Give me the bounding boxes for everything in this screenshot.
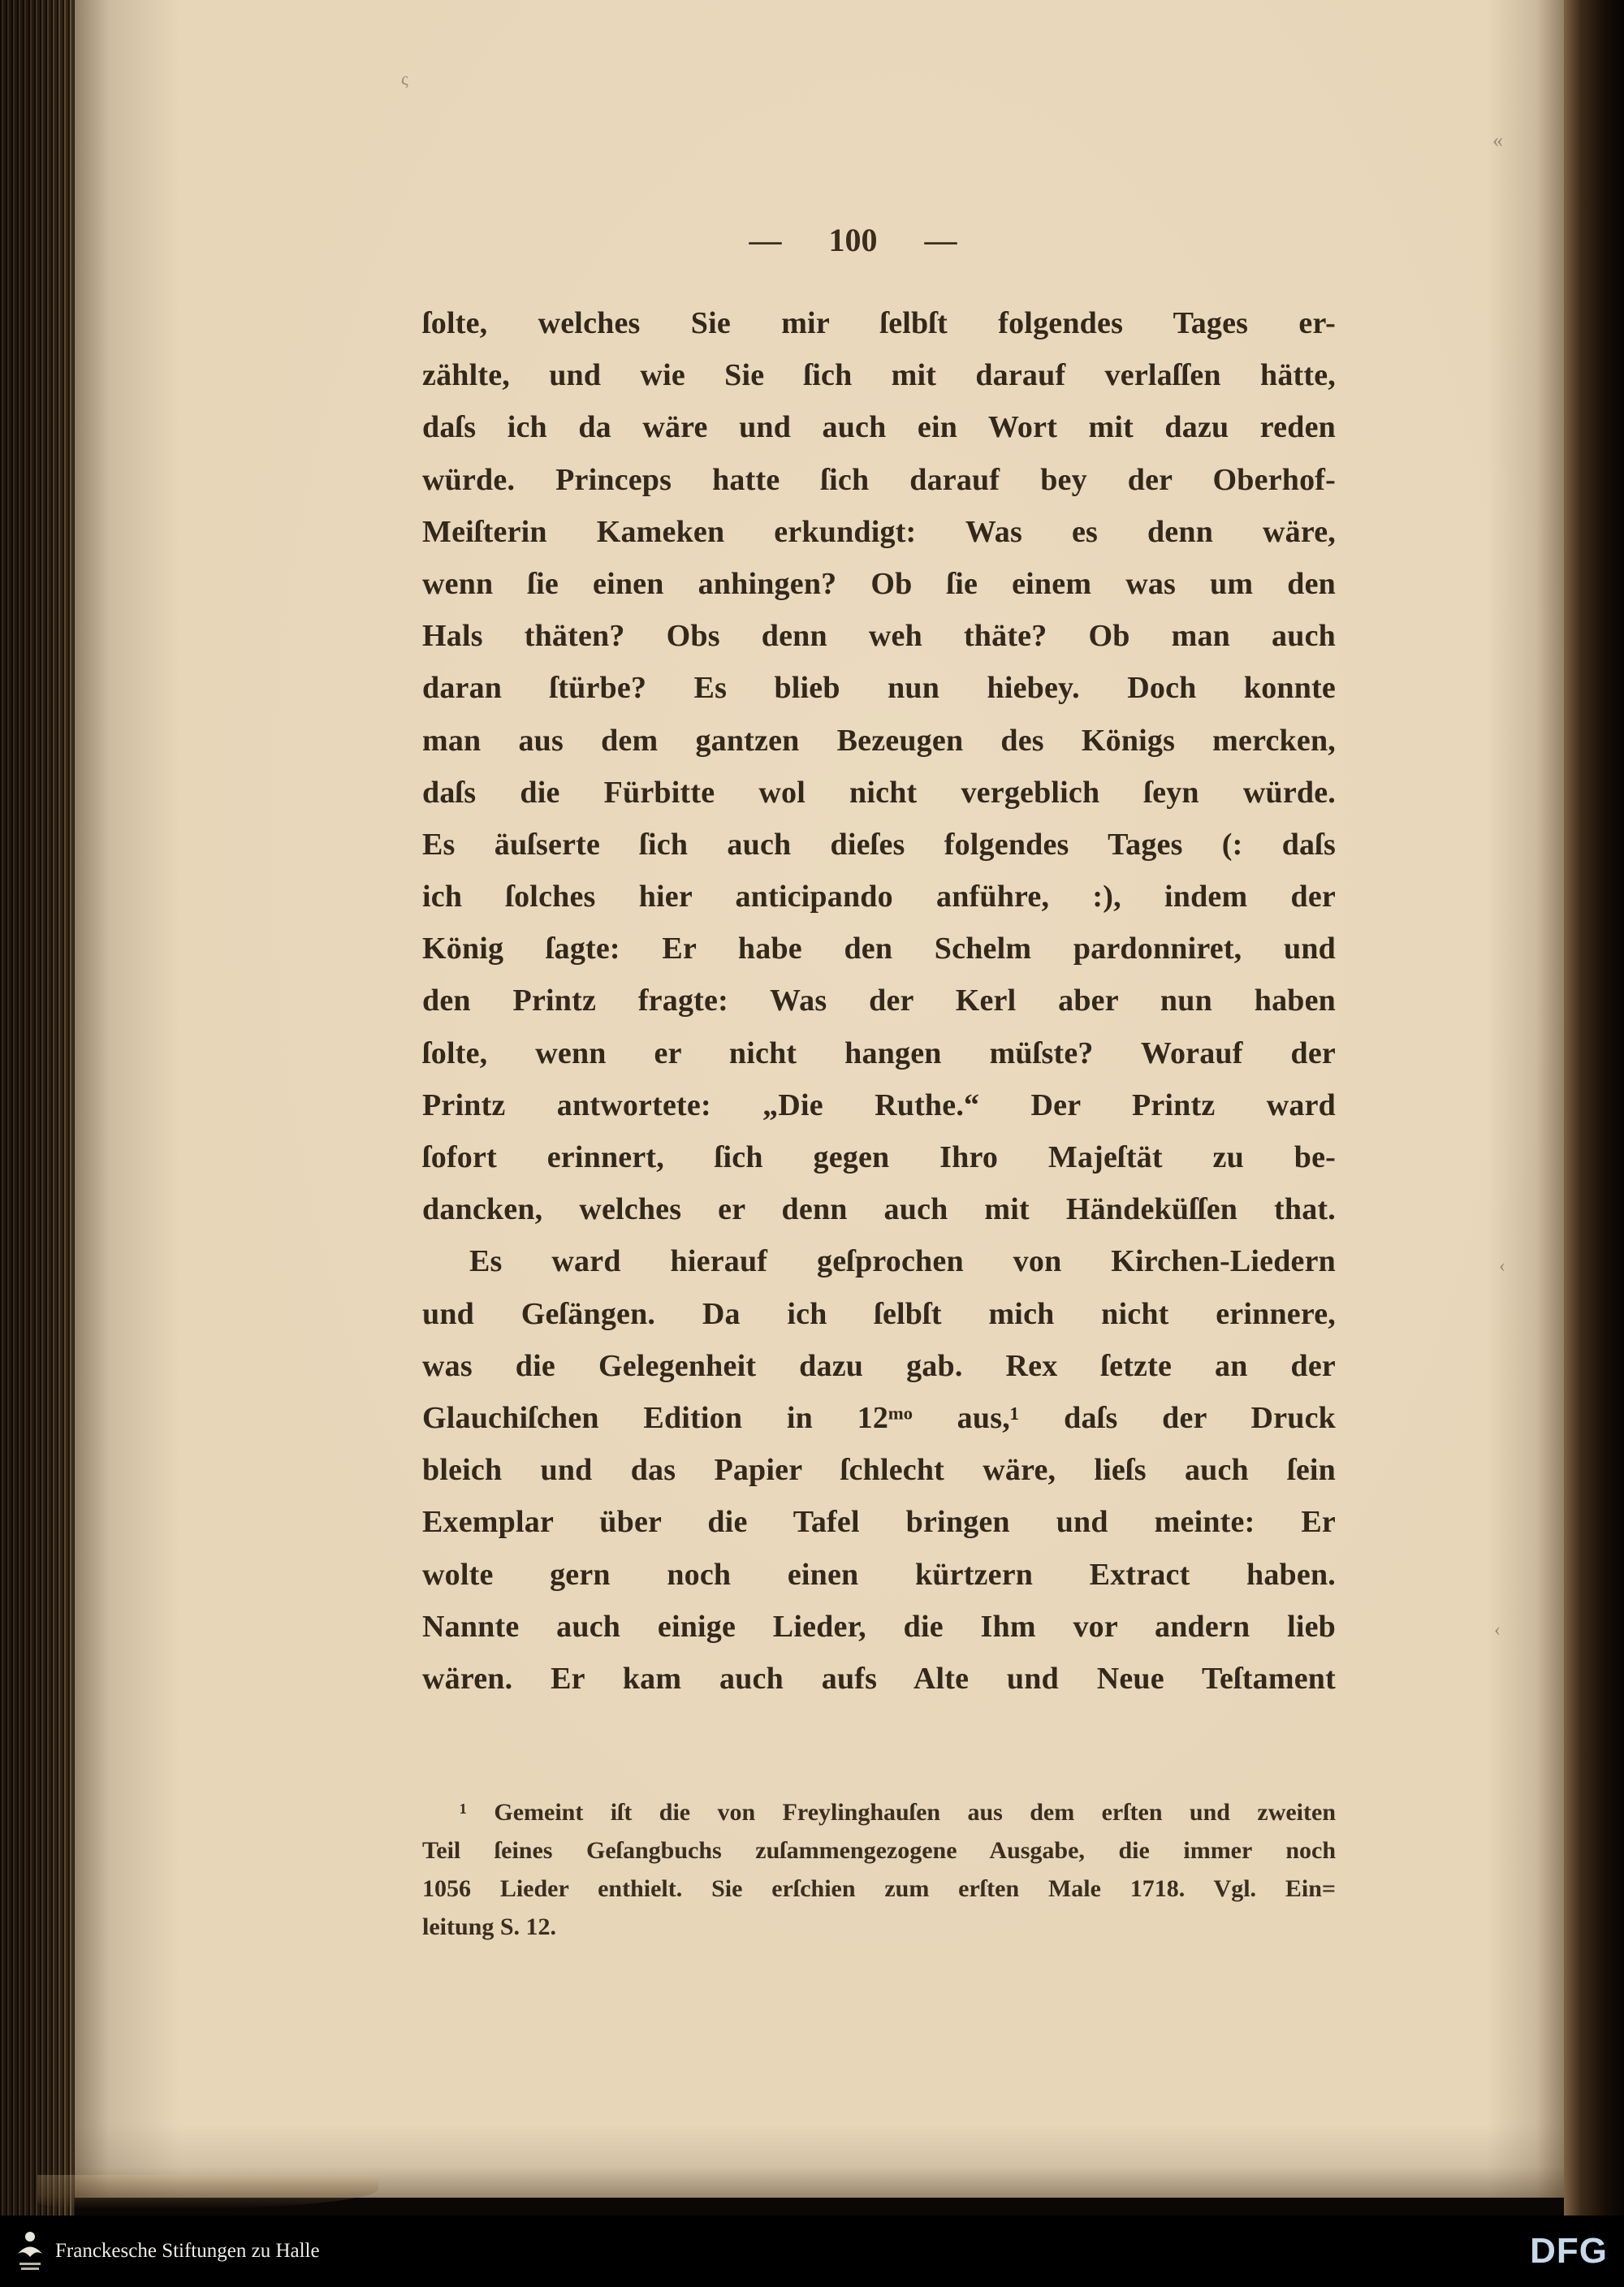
body-text-line: den Printz fragte: Was der Kerl aber nun haben bbox=[422, 984, 1336, 1018]
page-number-dash-right: — bbox=[924, 222, 957, 258]
body-text-line: bleich und das Papier ſchlecht wäre, lieſs auch ſein bbox=[422, 1453, 1336, 1488]
body-text-line: Glauchiſchen Edition in 12ᵐᵒ aus,¹ daſs der Druck bbox=[422, 1400, 1336, 1435]
page-number bbox=[396, 221, 1310, 259]
body-text-line: und Geſängen. Da ich ſelbſt mich nicht erinnere, bbox=[422, 1296, 1336, 1331]
footnote-line: leitung S. 12. bbox=[422, 1913, 557, 1940]
body-text-line: daran ſtürbe? Es blieb nun hiebey. Doch konnte bbox=[422, 671, 1336, 706]
scan-artifact: ‹ bbox=[1499, 1256, 1505, 1277]
page-number-value: 100 bbox=[828, 222, 878, 258]
scan-artifact: « bbox=[1492, 128, 1503, 152]
footer-source-group[interactable] bbox=[16, 2229, 320, 2273]
body-text-line: Hals thäten? Obs denn weh thäte? Ob man auch bbox=[422, 619, 1336, 654]
body-text-line: Meiſterin Kameken erkundigt: Was es denn wäre, bbox=[422, 514, 1336, 549]
body-text-line: wenn ſie einen anhingen? Ob ſie einem was um den bbox=[422, 566, 1336, 601]
page-number-dash-left: — bbox=[749, 222, 782, 258]
book-cover-right bbox=[1564, 0, 1624, 2216]
body-text-line: würde. Princeps hatte ſich darauf bey der Oberhof- bbox=[422, 462, 1336, 497]
footnote-line: Teil ſeines Geſangbuchs zuſammengezogene Ausgabe, die immer noch bbox=[422, 1837, 1336, 1864]
body-text-line: wären. Er kam auch aufs Alte und Neue Teſtament bbox=[422, 1661, 1336, 1696]
body-text-line: Es ward hierauf geſprochen von Kirchen-Liedern bbox=[469, 1244, 1336, 1279]
body-text-line: daſs ich da wäre und auch ein Wort mit dazu reden bbox=[422, 410, 1336, 445]
scan-artifact: ς bbox=[401, 68, 408, 89]
footnote-line: 1056 Lieder enthielt. Sie erſchien zum erſten Male 1718. Vgl. Ein= bbox=[422, 1875, 1336, 1902]
footer-source-label[interactable]: Franckesche Stiftungen zu Halle bbox=[55, 2240, 320, 2262]
footnote-line: ¹ Gemeint iſt die von Freylinghauſen aus dem erſten und zweiten bbox=[460, 1799, 1336, 1826]
body-text-line: Es äuſserte ſich auch dieſes folgendes Tages (: daſs bbox=[422, 827, 1336, 862]
viewer-footer-bar bbox=[0, 2216, 1624, 2287]
body-text-line: zählte, und wie Sie ſich mit darauf verlaſſen hätte, bbox=[422, 358, 1336, 393]
body-text-line: Exemplar über die Tafel bringen und meinte: Er bbox=[422, 1505, 1336, 1540]
franckesche-stiftungen-logo-icon[interactable] bbox=[16, 2229, 44, 2273]
body-text-line: ſofort erinnert, ſich gegen Ihro Majeſtät zu be- bbox=[422, 1140, 1336, 1174]
body-text-line: was die Gelegenheit dazu gab. Rex ſetzte an der bbox=[422, 1348, 1336, 1383]
body-text-line: dancken, welches er denn auch mit Händeküſſen that. bbox=[422, 1192, 1336, 1227]
body-text-line: Nannte auch einige Lieder, die Ihm vor andern lieb bbox=[422, 1609, 1336, 1644]
body-text-line: wolte gern noch einen kürtzern Extract haben. bbox=[422, 1557, 1336, 1592]
body-text-line: ſolte, welches Sie mir ſelbſt folgendes Tages er- bbox=[422, 306, 1336, 340]
body-text-line: daſs die Fürbitte wol nicht vergeblich ſeyn würde. bbox=[422, 775, 1336, 810]
body-text-line: König ſagte: Er habe den Schelm pardonniret, und bbox=[422, 932, 1336, 966]
dfg-logo[interactable]: DFG bbox=[1530, 2231, 1608, 2271]
body-text-line: man aus dem gantzen Bezeugen des Königs mercken, bbox=[422, 723, 1336, 758]
body-text-block bbox=[422, 297, 1336, 1705]
body-text-line: Printz antwortete: „Die Ruthe.“ Der Printz ward bbox=[422, 1087, 1336, 1122]
body-text-line: ich ſolches hier anticipando anführe, :), indem der bbox=[422, 880, 1336, 914]
scan-artifact: ‹ bbox=[1494, 1619, 1501, 1641]
bottom-page-stack bbox=[37, 2175, 378, 2209]
footnote-block bbox=[422, 1793, 1336, 1946]
body-text-line: ſolte, wenn er nicht hangen müſste? Worauf der bbox=[422, 1035, 1336, 1070]
book-page-edges bbox=[0, 0, 75, 2216]
